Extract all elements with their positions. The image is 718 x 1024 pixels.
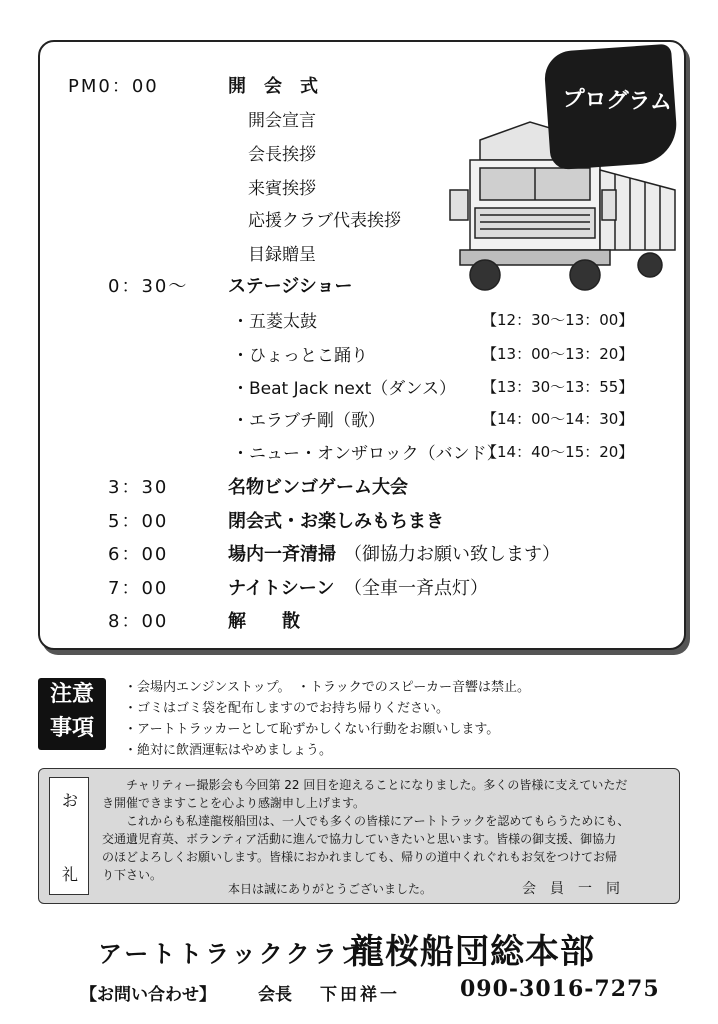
thanks-line: り下さい。 [102, 868, 163, 882]
event-note: （全車一斉点灯） [344, 578, 488, 599]
stage-act-slot: 【12：30～13：00】 [482, 311, 634, 329]
program-badge-label: プログラム [561, 86, 673, 116]
event-time: 8：00 [108, 611, 169, 632]
thanks-line: これからも私達龍桜船団は、一人でも多くの皆様にアートトラックを認めてもらうためにも、 [102, 814, 630, 828]
opening-item: 開会宣言 [248, 111, 316, 131]
event-time: 5：00 [108, 511, 169, 532]
stage-time: 0：30～ [108, 276, 189, 297]
thanks-closing: 本日は誠にありがとうございました。 [228, 882, 433, 896]
president-label: 会長 [258, 985, 292, 1005]
stage-act: ・エラブチ剛（歌） [232, 411, 385, 431]
club-name: アートトラッククラブ [98, 940, 367, 968]
event-title: 閉会式・お楽しみもちまき [228, 511, 444, 532]
event-title: 解 散 [228, 611, 300, 632]
thanks-line: のほどよろしくお願いします。皆様におかれましても、帰りの道中くれぐれもお気をつけてお帰 [102, 850, 618, 864]
notice-item: ・会場内エンジンストップ。 ・トラックでのスピーカー音響は禁止。 [124, 680, 530, 695]
thanks-label-bottom: 礼 [62, 865, 79, 884]
opening-title: 開 会 式 [228, 76, 318, 97]
event-title: ナイトシーン [228, 578, 335, 599]
notice-badge-line: 注意 [49, 682, 94, 707]
opening-item: 目録贈呈 [248, 245, 316, 265]
phone-number[interactable]: 090-3016-7275 [460, 976, 660, 1002]
opening-item: 会長挨拶 [248, 145, 316, 165]
event-title: 名物ビンゴゲーム大会 [228, 477, 408, 498]
opening-item: 応援クラブ代表挨拶 [248, 211, 401, 231]
event-time: 6：00 [108, 544, 169, 565]
stage-act: ・Beat Jack next（ダンス） [232, 379, 456, 399]
thanks-line: き開催できますことを心より感謝申し上げます。 [102, 796, 366, 810]
opening-time: PM0：00 [68, 76, 159, 97]
stage-act-slot: 【13：30～13：55】 [482, 378, 634, 396]
opening-item: 来賓挨拶 [248, 179, 316, 199]
notice-badge-line: 事項 [49, 716, 94, 741]
org-name: 龍桜船団総本部 [350, 932, 595, 972]
event-time: 7：00 [108, 578, 169, 599]
notice-badge [38, 678, 106, 750]
stage-title: ステージショー [228, 276, 353, 297]
stage-act: ・五菱太鼓 [232, 312, 317, 332]
program-badge [543, 44, 679, 171]
event-title: 場内一斉清掃 [228, 544, 336, 565]
notice-item: ・アートトラッカーとして恥ずかしくない行動をお願いします。 [124, 722, 500, 737]
notice-item: ・絶対に飲酒運転はやめましょう。 [124, 743, 333, 758]
event-note: （御協力お願い致します） [344, 544, 560, 565]
notice-item: ・ゴミはゴミ袋を配布しますのでお持ち帰りください。 [124, 701, 450, 716]
stage-act: ・ひょっとこ踊り [232, 346, 368, 366]
thanks-line: 交通遺児育英、ボランティア活動に進んで協力していきたいと思います。皆様の御支援、御協力 [102, 832, 617, 846]
stage-act-slot: 【14：00～14：30】 [482, 410, 634, 428]
event-time: 3：30 [108, 477, 169, 498]
contact-label: 【お問い合わせ】 [80, 985, 216, 1005]
stage-act-slot: 【14：40～15：20】 [482, 443, 634, 461]
stage-act: ・ニュー・オンザロック（バンド） [232, 444, 504, 464]
thanks-line: チャリティー撮影会も今回第 22 回目を迎えることになりました。多くの皆様に支えていただ [102, 778, 628, 792]
thanks-label-top: お [62, 791, 79, 810]
thanks-signature: 会 員 一 同 [522, 881, 620, 897]
president-name: 下田祥一 [320, 985, 400, 1005]
stage-act-slot: 【13：00～13：20】 [482, 345, 634, 363]
